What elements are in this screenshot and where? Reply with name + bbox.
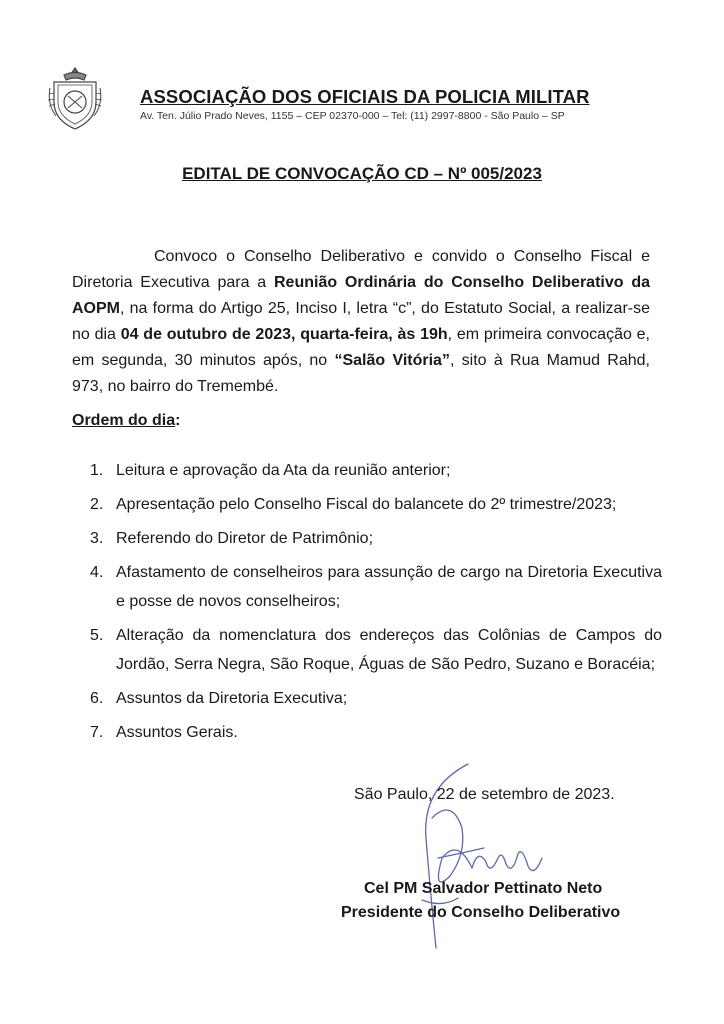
agenda-heading bbox=[72, 412, 180, 430]
agenda-item-number: 3. bbox=[90, 530, 104, 547]
agenda-item bbox=[90, 558, 662, 616]
meeting-datetime: 04 de outubro de 2023, quarta-feira, às 19h bbox=[120, 326, 448, 343]
organization-address: Av. Ten. Júlio Prado Neves, 1155 – CEP 02370-000 – Tel: (11) 2997-8800 - São Paulo – SP bbox=[140, 110, 565, 122]
organization-name: ASSOCIAÇÃO DOS OFICIAIS DA POLICIA MILITAR bbox=[140, 86, 590, 107]
convocation-paragraph bbox=[72, 244, 650, 400]
signer-role: Presidente do Conselho Deliberativo bbox=[341, 904, 621, 921]
intro-text-3: , em primeira convocação e, em segunda, 30 minutos após, no bbox=[72, 326, 650, 369]
agenda-list bbox=[90, 456, 662, 752]
agenda-heading-text: Ordem do dia bbox=[72, 412, 176, 429]
agenda-item-number: 1. bbox=[90, 462, 104, 479]
agenda-item-text: Afastamento de conselheiros para assunção de cargo na Diretoria Executiva e posse de novos conselheiros; bbox=[116, 564, 662, 610]
agenda-item-text: Assuntos Gerais. bbox=[116, 724, 238, 741]
agenda-heading-colon: : bbox=[175, 412, 181, 429]
intro-text-2: , na forma do Artigo 25, Inciso I, letra “c”, do Estatuto Social, a realizar-se no dia bbox=[72, 300, 650, 343]
agenda-item-number: 4. bbox=[90, 564, 104, 581]
agenda-item bbox=[90, 524, 662, 553]
agenda-item-number: 6. bbox=[90, 690, 104, 707]
agenda-item bbox=[90, 718, 662, 747]
document-title: EDITAL DE CONVOCAÇÃO CD – Nº 005/2023 bbox=[182, 164, 542, 183]
intro-text-4: , sito à Rua Mamud Rahd, 973, no bairro do Tremembé. bbox=[72, 352, 650, 395]
date-line: São Paulo, 22 de setembro de 2023. bbox=[354, 786, 615, 803]
agenda-item bbox=[90, 621, 662, 679]
agenda-item bbox=[90, 684, 662, 713]
agenda-item bbox=[90, 490, 662, 519]
meeting-name: Reunião Ordinária do Conselho Deliberativo da AOPM bbox=[72, 274, 651, 317]
agenda-item-number: 7. bbox=[90, 724, 104, 741]
meeting-venue: “Salão Vitória” bbox=[334, 352, 450, 369]
intro-text-1: Convoco o Conselho Deliberativo e convido o Conselho Fiscal e Diretoria Executiva para a bbox=[72, 248, 650, 291]
agenda-item-number: 2. bbox=[90, 496, 104, 513]
aopm-seal-logo bbox=[46, 66, 104, 132]
signer-name: Cel PM Salvador Pettinato Neto bbox=[364, 880, 603, 897]
agenda-item-text: Alteração da nomenclatura dos endereços das Colônias de Campos do Jordão, Serra Negra, São Roque, Águas de São Pedro, Suzano e Boracéia; bbox=[116, 627, 662, 673]
agenda-item bbox=[90, 456, 662, 485]
agenda-item-text: Assuntos da Diretoria Executiva; bbox=[116, 690, 348, 707]
agenda-item-text: Apresentação pelo Conselho Fiscal do balancete do 2º trimestre/2023; bbox=[116, 496, 617, 513]
agenda-item-text: Leitura e aprovação da Ata da reunião anterior; bbox=[116, 462, 451, 479]
agenda-item-number: 5. bbox=[90, 627, 104, 644]
agenda-item-text: Referendo do Diretor de Patrimônio; bbox=[116, 530, 374, 547]
